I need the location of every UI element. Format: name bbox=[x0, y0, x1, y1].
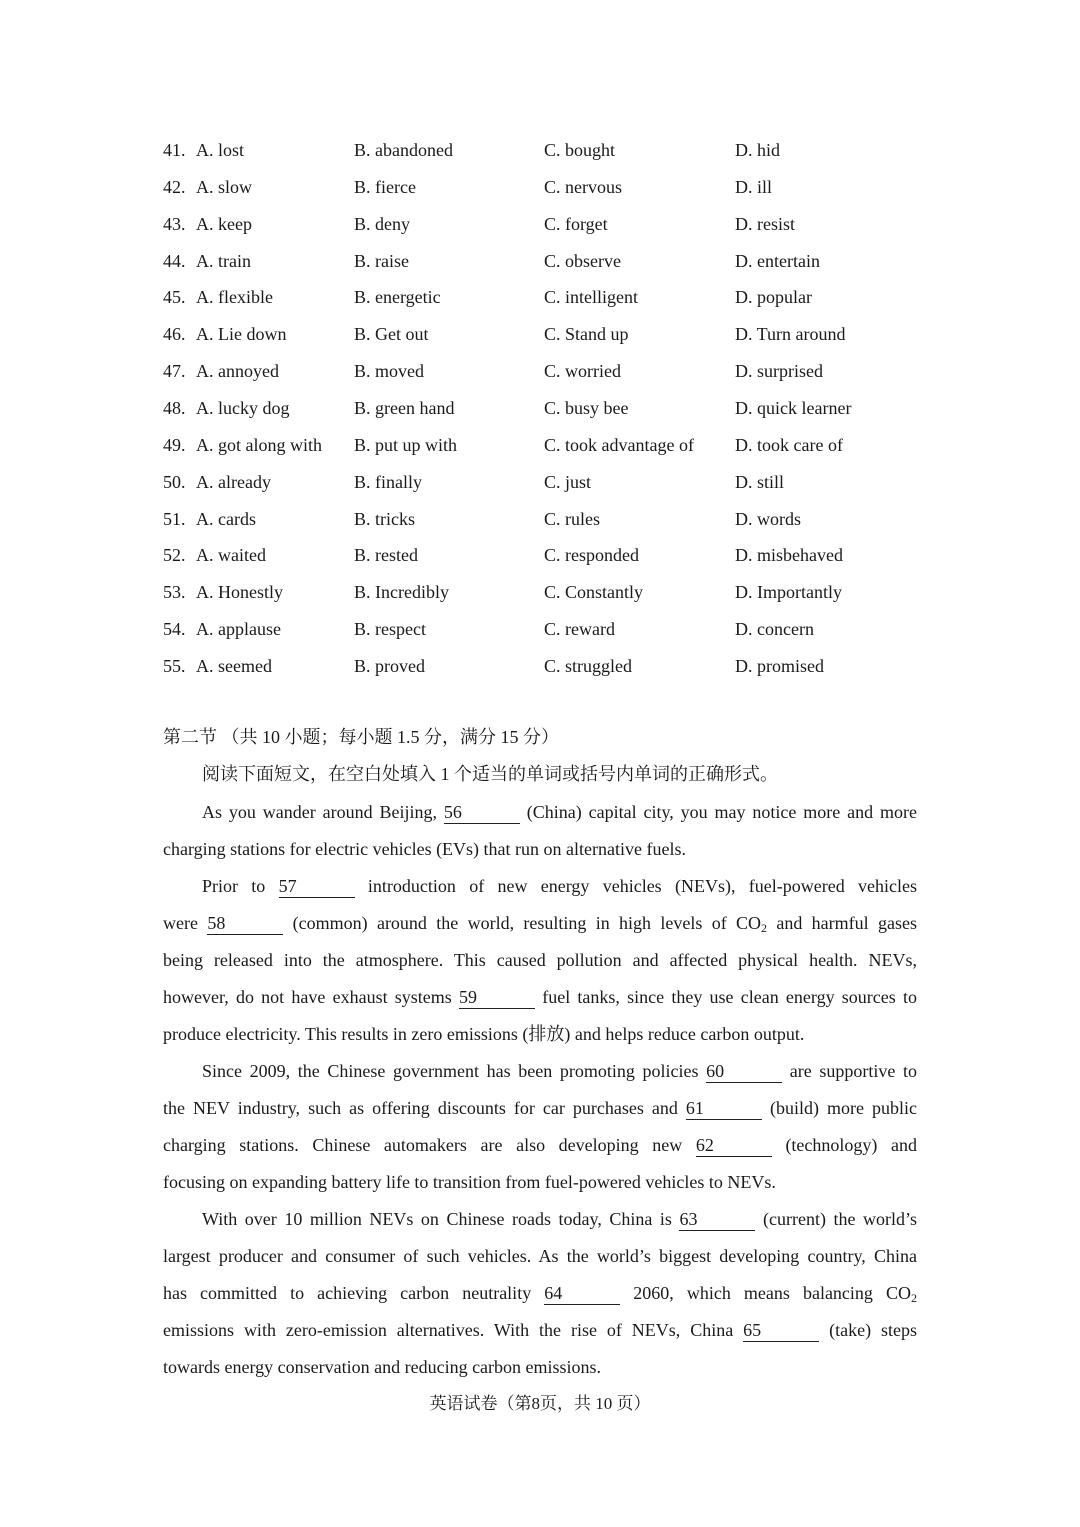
passage-line bbox=[163, 1278, 917, 1315]
question-number: 43. bbox=[163, 213, 186, 234]
option-row bbox=[0, 504, 1080, 534]
passage-text: towards energy conservation and reducing carbon emissions. bbox=[163, 1357, 602, 1377]
section-title: 第二节 （共 10 小题；每小题 1.5 分，满分 15 分） bbox=[163, 727, 559, 747]
answer-blank[interactable]: 61 bbox=[686, 1097, 762, 1120]
answer-blank[interactable]: 64 bbox=[544, 1282, 620, 1305]
option-c: C. bought bbox=[544, 140, 616, 160]
passage-text: produce electricity. This results in zero emissions (排放) and helps reduce carbon output. bbox=[163, 1024, 805, 1044]
option-a: A. applause bbox=[196, 619, 281, 640]
option-c: C. nervous bbox=[544, 176, 622, 197]
question-number: 46. bbox=[163, 324, 186, 345]
passage bbox=[163, 797, 917, 1389]
question-number: 48. bbox=[163, 397, 186, 418]
answer-blank[interactable]: 56 bbox=[444, 801, 520, 824]
option-a: A. already bbox=[196, 471, 271, 492]
option-row bbox=[0, 246, 1080, 276]
question-number: 42. bbox=[163, 176, 186, 197]
question-number: 51. bbox=[163, 508, 186, 529]
option-d: D. ill bbox=[735, 176, 773, 197]
section-instruction: 阅读下面短文，在空白处填入 1 个适当的单词或括号内单词的正确形式。 bbox=[202, 764, 778, 784]
option-a: A. Honestly bbox=[196, 582, 283, 603]
passage-text: emissions with zero-emission alternatives. With the rise of NEVs, China bbox=[163, 1320, 744, 1340]
option-b: B. energetic bbox=[354, 287, 441, 308]
option-d: D. surprised bbox=[735, 361, 823, 382]
passage-line bbox=[163, 982, 917, 1019]
option-b: B. tricks bbox=[354, 508, 415, 529]
passage-text: (China) capital city, you may notice more and more bbox=[519, 802, 917, 822]
option-a: A. train bbox=[196, 250, 251, 271]
answer-blank[interactable]: 58 bbox=[207, 912, 283, 935]
option-d: D. words bbox=[735, 508, 801, 529]
passage-text: were bbox=[163, 913, 208, 933]
answer-blank[interactable]: 65 bbox=[743, 1319, 819, 1342]
option-c: C. responded bbox=[544, 545, 639, 566]
passage-line bbox=[163, 834, 917, 871]
option-c: C. took advantage of bbox=[544, 434, 694, 455]
question-number: 47. bbox=[163, 361, 186, 382]
option-row bbox=[0, 467, 1080, 497]
question-number: 50. bbox=[163, 471, 186, 492]
option-d: D. entertain bbox=[735, 250, 820, 271]
passage-text: (take) steps bbox=[819, 1320, 918, 1340]
option-c: C. busy bee bbox=[544, 397, 629, 418]
answer-blank[interactable]: 60 bbox=[706, 1060, 782, 1083]
option-d: D. resist bbox=[735, 213, 795, 234]
answer-blank[interactable]: 63 bbox=[679, 1208, 755, 1231]
passage-text: the NEV industry, such as offering discounts for car purchases and bbox=[163, 1098, 686, 1118]
option-d: D. hid bbox=[735, 140, 780, 160]
option-d: D. took care of bbox=[735, 434, 843, 455]
passage-text: Since 2009, the Chinese government has been promoting policies bbox=[202, 1061, 707, 1081]
option-d: D. misbehaved bbox=[735, 545, 843, 566]
passage-line bbox=[163, 945, 917, 982]
option-row bbox=[0, 577, 1080, 607]
option-b: B. raise bbox=[354, 250, 409, 271]
passage-line bbox=[163, 1093, 917, 1130]
question-number: 54. bbox=[163, 619, 186, 640]
option-b: B. abandoned bbox=[354, 140, 453, 160]
option-c: C. intelligent bbox=[544, 287, 638, 308]
option-row bbox=[0, 393, 1080, 423]
option-row bbox=[0, 430, 1080, 460]
question-number: 53. bbox=[163, 582, 186, 603]
option-d: D. quick learner bbox=[735, 397, 852, 418]
option-a: A. annoyed bbox=[196, 361, 279, 382]
option-c: C. rules bbox=[544, 508, 600, 529]
option-row bbox=[0, 209, 1080, 239]
answer-blank[interactable]: 57 bbox=[279, 875, 355, 898]
option-a: A. lucky dog bbox=[196, 397, 290, 418]
question-number: 49. bbox=[163, 434, 186, 455]
passage-line bbox=[163, 1241, 917, 1278]
option-a: A. got along with bbox=[196, 434, 322, 455]
option-c: C. just bbox=[544, 471, 592, 492]
passage-line bbox=[163, 908, 917, 945]
option-b: B. rested bbox=[354, 545, 418, 566]
passage-line bbox=[163, 1056, 917, 1093]
option-b: B. finally bbox=[354, 471, 422, 492]
passage-text: (current) the world’s bbox=[755, 1209, 918, 1229]
option-d: D. popular bbox=[735, 287, 812, 308]
option-row bbox=[0, 651, 1080, 681]
option-b: B. fierce bbox=[354, 176, 416, 197]
option-a: A. slow bbox=[196, 176, 253, 197]
passage-text: and harmful gases bbox=[767, 913, 917, 933]
passage-text: With over 10 million NEVs on Chinese roads today, China is bbox=[202, 1209, 680, 1229]
option-b: B. green hand bbox=[354, 397, 455, 418]
option-row bbox=[0, 282, 1080, 312]
option-b: B. deny bbox=[354, 213, 410, 234]
passage-text: (build) more public bbox=[761, 1098, 917, 1118]
option-b: B. proved bbox=[354, 655, 425, 676]
passage-text: being released into the atmosphere. This caused pollution and affected physical health. NEVs, bbox=[163, 950, 917, 970]
option-row bbox=[0, 319, 1080, 349]
option-c: C. observe bbox=[544, 250, 621, 271]
passage-line bbox=[163, 1019, 917, 1056]
question-number: 41. bbox=[163, 140, 186, 160]
option-row bbox=[0, 172, 1080, 202]
passage-line bbox=[163, 1130, 917, 1167]
option-a: A. seemed bbox=[196, 655, 272, 676]
option-row bbox=[0, 614, 1080, 644]
passage-line bbox=[163, 1167, 917, 1204]
option-a: A. lost bbox=[196, 140, 245, 160]
passage-text: largest producer and consumer of such vehicles. As the world’s biggest developing country, China bbox=[163, 1246, 917, 1266]
passage-text: however, do not have exhaust systems bbox=[163, 987, 460, 1007]
option-c: C. worried bbox=[544, 361, 621, 382]
passage-text: introduction of new energy vehicles (NEVs), fuel-powered vehicles bbox=[354, 876, 917, 896]
option-a: A. waited bbox=[196, 545, 266, 566]
option-c: C. forget bbox=[544, 213, 608, 234]
passage-text: (common) around the world, resulting in high levels of CO bbox=[283, 913, 762, 933]
passage-text: (technology) and bbox=[771, 1135, 917, 1155]
option-row bbox=[0, 356, 1080, 386]
option-c: C. reward bbox=[544, 619, 615, 640]
passage-line bbox=[163, 1204, 917, 1241]
passage-line bbox=[163, 1352, 917, 1389]
passage-line bbox=[163, 871, 917, 908]
option-c: C. Stand up bbox=[544, 324, 629, 345]
option-b: B. Get out bbox=[354, 324, 429, 345]
question-number: 52. bbox=[163, 545, 186, 566]
passage-text: As you wander around Beijing, bbox=[202, 802, 444, 822]
passage-text: charging stations. Chinese automakers are also developing new bbox=[163, 1135, 696, 1155]
question-number: 55. bbox=[163, 655, 186, 676]
option-b: B. put up with bbox=[354, 434, 458, 455]
option-a: A. Lie down bbox=[196, 324, 287, 345]
passage-line bbox=[163, 797, 917, 834]
option-a: A. keep bbox=[196, 213, 252, 234]
subscript: 2 bbox=[761, 921, 768, 935]
option-d: D. Turn around bbox=[735, 324, 846, 345]
passage-text: has committed to achieving carbon neutrality bbox=[163, 1283, 545, 1303]
page-footer: 英语试卷（第8页，共 10 页） bbox=[429, 1394, 651, 1413]
answer-blank[interactable]: 59 bbox=[459, 986, 535, 1009]
option-d: D. concern bbox=[735, 619, 814, 640]
option-b: B. moved bbox=[354, 361, 424, 382]
passage-text: charging stations for electric vehicles (EVs) that run on alternative fuels. bbox=[163, 839, 686, 859]
passage-line bbox=[163, 1315, 917, 1352]
option-row bbox=[0, 135, 1080, 165]
subscript: 2 bbox=[911, 1291, 917, 1305]
answer-blank[interactable]: 62 bbox=[696, 1134, 772, 1157]
option-c: C. Constantly bbox=[544, 582, 644, 603]
option-a: A. cards bbox=[196, 508, 256, 529]
question-number: 44. bbox=[163, 250, 186, 271]
passage-text: are supportive to bbox=[782, 1061, 917, 1081]
option-a: A. flexible bbox=[196, 287, 273, 308]
option-b: B. respect bbox=[354, 619, 426, 640]
option-c: C. struggled bbox=[544, 655, 632, 676]
passage-text: fuel tanks, since they use clean energy sources to bbox=[535, 987, 917, 1007]
passage-text: 2060, which means balancing CO bbox=[620, 1283, 911, 1303]
question-number: 45. bbox=[163, 287, 186, 308]
passage-text: Prior to bbox=[202, 876, 279, 896]
option-d: D. promised bbox=[735, 655, 824, 676]
option-b: B. Incredibly bbox=[354, 582, 449, 603]
passage-text: focusing on expanding battery life to transition from fuel-powered vehicles to NEVs. bbox=[163, 1172, 776, 1192]
option-row bbox=[0, 540, 1080, 570]
option-d: D. still bbox=[735, 471, 785, 492]
option-d: D. Importantly bbox=[735, 582, 842, 603]
